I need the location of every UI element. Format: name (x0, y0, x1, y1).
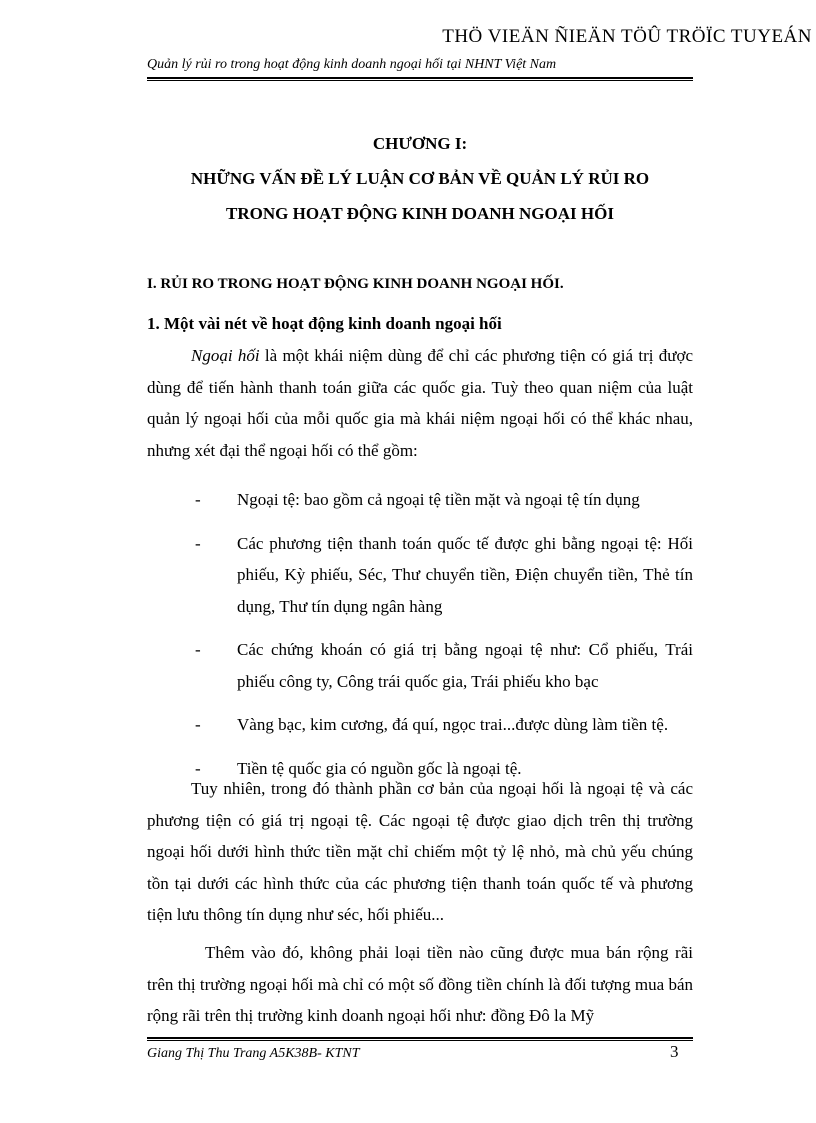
intro-paragraph (147, 340, 693, 466)
section-heading: I. RỦI RO TRONG HOẠT ĐỘNG KINH DOANH NGOẠI HỐI. (147, 276, 564, 292)
watermark-text: THÖ VIEÄN ÑIEÄN TÖÛ TRÖÏC TUYEÁN (442, 26, 812, 47)
body-paragraph-3: Thêm vào đó, không phải loại tiền nào cũng được mua bán rộng rãi trên thị trường ngoại hối mà chỉ có một số đồng tiền chính là đối tượng mua bán rộng rãi trên thị trường kinh doanh ngoại hối như: đồng Đô la Mỹ (147, 943, 693, 1025)
list-item-text: Vàng bạc, kim cương, đá quí, ngọc trai...được dùng làm tiền tệ. (237, 715, 669, 734)
list-item (147, 709, 693, 741)
list-item-text: Ngoại tệ: bao gồm cả ngoại tệ tiền mặt và ngoại tệ tín dụng (237, 490, 640, 509)
list-item (147, 634, 693, 697)
list-marker: - (195, 758, 201, 778)
list-item-text: Các chứng khoán có giá trị bằng ngoại tệ như: Cổ phiếu, Trái phiếu công ty, Công trái quốc gia, Trái phiếu kho bạc (237, 640, 693, 691)
chapter-title-line-2: TRONG HOẠT ĐỘNG KINH DOANH NGOẠI HỐI (226, 204, 614, 223)
list-marker: - (195, 715, 201, 734)
list-item (147, 528, 693, 623)
intro-term: Ngoại hối (191, 346, 260, 365)
list-marker: - (195, 533, 201, 553)
footer-author: Giang Thị Thu Trang A5K38B- KTNT (147, 1046, 360, 1061)
list-item-text: Tiền tệ quốc gia có nguồn gốc là ngoại tệ. (237, 758, 522, 778)
page-number: 3 (670, 1042, 679, 1061)
footer-divider-thin (147, 1040, 693, 1041)
list-item-text: Các phương tiện thanh toán quốc tế được ghi bằng ngoại tệ: Hối phiếu, Kỳ phiếu, Séc, Thư chuyển tiền, Điện chuyển tiền, Thẻ tín dụng, Thư tín dụng ngân hàng (237, 533, 693, 616)
intro-text: là một khái niệm dùng để chỉ các phương tiện có giá trị được dùng để tiến hành thanh toán giữa các quốc gia. Tuỳ theo quan niệm của luật quản lý ngoại hối của mỗi quốc gia mà khái niệm ngoại hối có thể khác nhau, nhưng xét đại thể ngoại hối có thể gồm: (147, 346, 693, 460)
running-header: Quản lý rủi ro trong hoạt động kinh doanh ngoại hối tại NHNT Việt Nam (147, 57, 557, 72)
chapter-title (147, 126, 693, 231)
header-divider (147, 77, 693, 79)
chapter-title-line-1: NHỮNG VẤN ĐỀ LÝ LUẬN CƠ BẢN VỀ QUẢN LÝ RỦI RO (190, 169, 650, 188)
chapter-number: CHƯƠNG I: (372, 134, 468, 153)
subsection-heading: 1. Một vài nét về hoạt động kinh doanh ngoại hối (147, 314, 502, 333)
list-item (147, 484, 693, 516)
footer-divider (147, 1037, 693, 1039)
body-paragraph-2: Tuy nhiên, trong đó thành phần cơ bản của ngoại hối là ngoại tệ và các phương tiện có giá trị ngoại tệ. Các ngoại tệ được giao dịch trên thị trường ngoại hối dưới hình thức tiền mặt chỉ chiếm một tỷ lệ nhỏ, mà chủ yếu chúng tồn tại dưới các hình thức của các phương tiện thanh toán quốc tế và phương tiện lưu thông tín dụng như séc, hối phiếu... (147, 779, 693, 924)
list-marker: - (195, 490, 201, 509)
foreign-exchange-list (147, 484, 693, 796)
list-marker: - (195, 640, 201, 659)
header-divider-thin (147, 80, 693, 81)
